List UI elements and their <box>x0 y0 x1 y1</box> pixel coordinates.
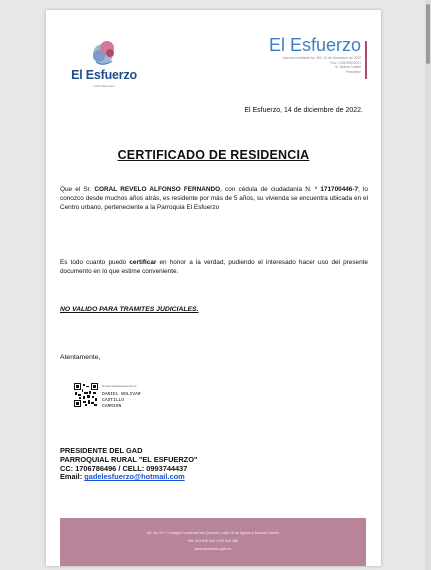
letterhead-accent-bar <box>365 41 367 79</box>
parish-emblem-icon <box>86 34 120 68</box>
signature-hint: Firmado electrónicamente por: <box>102 385 138 388</box>
letterhead-title: El Esfuerzo <box>268 35 361 55</box>
paragraph-text: , con cédula de ciudadanía N. º <box>220 186 321 193</box>
signer-contact: CC: 1706786496 / CELL: 0993744437 <box>60 463 188 473</box>
footer-address: Dir: Av. 19 + 4 margen izquierda Via Quevedo, calle 15 de Agosto y Manuel Carrión <box>146 531 280 535</box>
vertical-scrollbar[interactable] <box>425 0 431 570</box>
signature-name-line: DANIEL BOLIVAR <box>102 392 141 397</box>
email-label: Email: <box>60 472 85 482</box>
paragraph-text: ; lo conozco desde muchos años atrás, es residente por más de 5 años, su vivienda se encuentra ubicada en el Centro urbano, perteneciente a la Parroquia El Esfuerzo <box>60 186 368 211</box>
signature-qr-code-icon <box>74 383 98 407</box>
signer-institution: PARROQUIAL RURAL "EL ESFUERZO" <box>60 454 198 464</box>
signature-name-line: CARRION <box>102 404 122 409</box>
document-date: El Esfuerzo, 14 de diciembre de 2022. <box>244 107 363 114</box>
validity-notice: NO VALIDO PARA TRAMITES JUDICIALES. <box>60 306 199 313</box>
certify-word: certificar <box>129 259 157 266</box>
closing-paragraph <box>60 258 368 276</box>
document-title: CERTIFICADO DE RESIDENCIA <box>117 148 310 162</box>
email-link[interactable]: gadelesfuerzo@hotmail.com <box>84 472 185 482</box>
letterhead <box>269 35 367 74</box>
resident-name: CORAL REVELO ALFONSO FERNANDO <box>94 186 221 193</box>
signature-name <box>102 392 141 410</box>
signer-email-row <box>60 473 197 482</box>
closing-salutation: Atentamente, <box>60 354 101 361</box>
signature-name-line: CASTILLO <box>102 398 125 403</box>
id-number: 171700446-7 <box>320 186 359 193</box>
footer-phone: Telf. 023 840 303 / 023 840 366 <box>187 539 239 543</box>
signer-role: PRESIDENTE DEL GAD <box>60 446 143 455</box>
logo-subtitle: GAD Parroquial <box>93 84 115 88</box>
footer-website: www.elesfuerzo.gob.ec <box>194 547 232 551</box>
logo-text: El Esfuerzo <box>71 68 137 82</box>
paragraph-text: Que el Sr. <box>60 186 95 193</box>
scrollbar-thumb[interactable] <box>426 4 430 64</box>
letterhead-line: Sr. Bolivar Castillo <box>335 65 361 70</box>
footer-band <box>60 518 366 566</box>
paragraph-text: Es todo cuanto puedo <box>60 259 130 266</box>
signer-block <box>60 447 197 482</box>
paragraph-text: en honor a la verdad, pudiendo el interesado hacer uso del presente documento en lo que estime conveniente. <box>60 259 368 275</box>
letterhead-line: Presidente <box>345 69 361 74</box>
letterhead-line: Ruc: 1768159000001 <box>330 60 361 65</box>
certification-paragraph <box>60 185 368 212</box>
document-page <box>46 10 381 566</box>
letterhead-line: Acuerdo ministerial No. 302, 15 de Noviembre del 2002 <box>282 56 361 60</box>
